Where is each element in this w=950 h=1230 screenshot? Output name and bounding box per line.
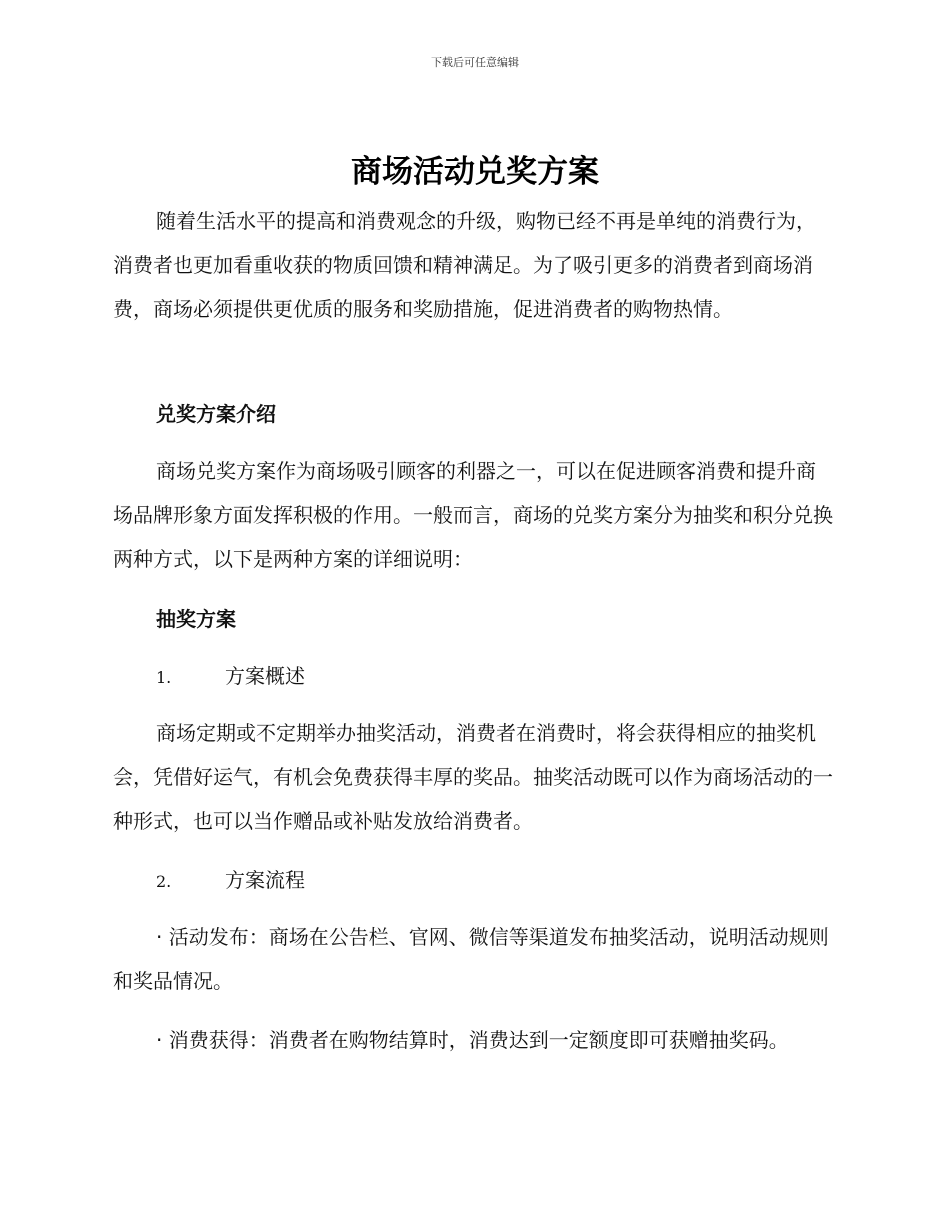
bullet-consumption-gain: · 消费获得：消费者在购物结算时，消费达到一定额度即可获赠抽奖码。	[156, 1028, 789, 1052]
numbered-item-overview	[156, 654, 305, 700]
numbered-item-process	[156, 858, 305, 904]
section-heading-lottery-plan: 抽奖方案	[156, 607, 236, 631]
item-label: 方案流程	[225, 868, 305, 892]
bullet-activity-publish: · 活动发布：商场在公告栏、官网、微信等渠道发布抽奖活动，说明活动规则和奖品情况。	[113, 925, 829, 993]
item-label: 方案概述	[225, 664, 305, 688]
document-title: 商场活动兑奖方案	[351, 154, 599, 190]
section-heading-prize-plan-intro: 兑奖方案介绍	[156, 402, 276, 426]
intro-paragraph: 随着生活水平的提高和消费观念的升级，购物已经不再是单纯的消费行为，消费者也更加看重收获的物质回馈和精神满足。为了吸引更多的消费者到商场消费，商场必须提供更优质的服务和奖励措施，促进消费者的购物热情。	[113, 209, 816, 321]
prize-plan-intro-paragraph: 商场兑奖方案作为商场吸引顾客的利器之一，可以在促进顾客消费和提升商场品牌形象方面发挥积极的作用。一般而言，商场的兑奖方案分为抽奖和积分兑换两种方式，以下是两种方案的详细说明：	[113, 459, 833, 571]
overview-paragraph: 商场定期或不定期举办抽奖活动，消费者在消费时，将会获得相应的抽奖机会，凭借好运气，有机会免费获得丰厚的奖品。抽奖活动既可以作为商场活动的一种形式，也可以当作赠品或补贴发放给消费者。	[113, 721, 833, 833]
header-note: 下载后可任意编辑	[431, 56, 519, 69]
item-number: 1.	[156, 668, 172, 687]
item-number: 2.	[156, 872, 172, 891]
